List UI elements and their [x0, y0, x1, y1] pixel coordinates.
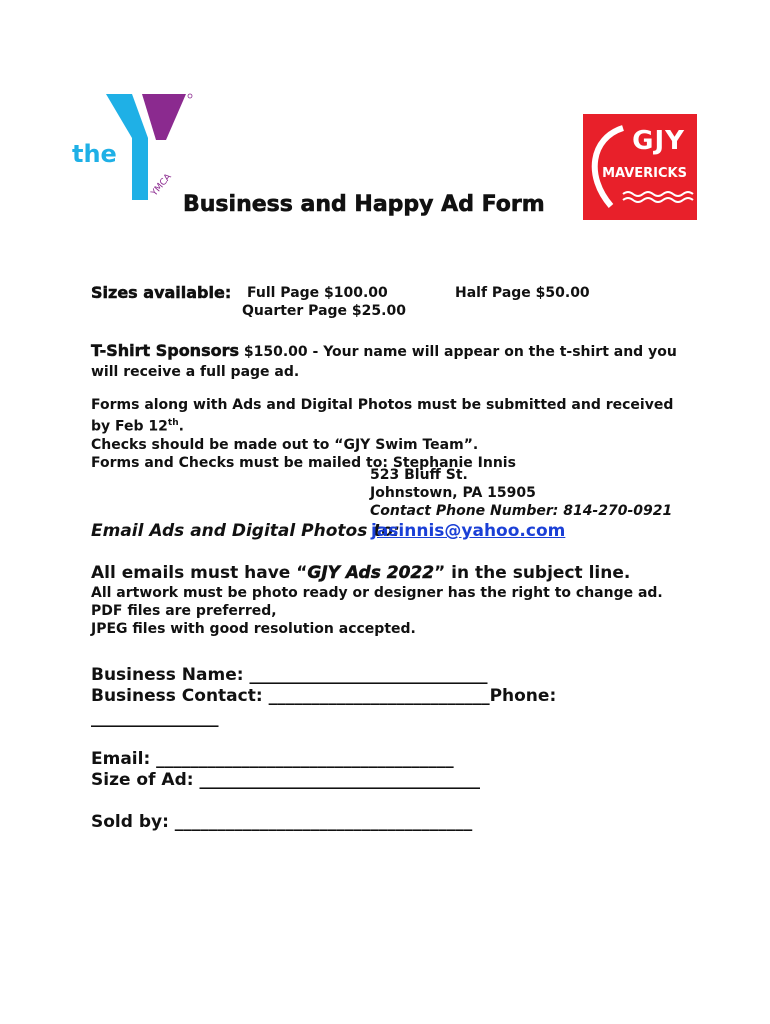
- tshirt-sponsors: [91, 341, 691, 382]
- deadline-line: [91, 414, 711, 436]
- subject-pre: All emails must have “: [91, 563, 308, 583]
- mavericks-logo-text: MAVERICKS: [602, 166, 687, 181]
- instructions-block: [91, 396, 711, 472]
- deadline-text: by Feb 12: [91, 418, 168, 435]
- address-line-1: 523 Bluff St.: [370, 467, 468, 483]
- tshirt-label: T-Shirt Sponsors: [91, 341, 239, 360]
- size-quarter-page: Quarter Page $25.00: [242, 303, 406, 319]
- instruction-line: Forms along with Ads and Digital Photos must be submitted and received: [91, 397, 674, 413]
- subject-post: ” in the subject line.: [434, 563, 631, 583]
- contact-phone: Contact Phone Number: 814-270-0921: [370, 503, 673, 519]
- email-label: Email Ads and Digital Photos to:: [91, 521, 400, 541]
- ymca-the-text: the: [72, 140, 117, 168]
- size-of-ad-field[interactable]: Size of Ad: _________________________________: [91, 770, 480, 790]
- deadline-end: .: [178, 418, 184, 435]
- sold-by-field[interactable]: Sold by: ___________________________________: [91, 812, 473, 832]
- tshirt-text: $150.00 - Your name will appear on the t-shirt and you will receive a full page ad.: [91, 344, 677, 380]
- business-name-field[interactable]: Business Name: ____________________________: [91, 665, 488, 685]
- artwork-line: All artwork must be photo ready or designer has the right to change ad.: [91, 585, 663, 601]
- email-field[interactable]: Email: ___________________________________: [91, 749, 454, 769]
- form-title: Business and Happy Ad Form: [183, 192, 545, 217]
- phone-field[interactable]: _______________: [91, 708, 219, 728]
- artwork-line: JPEG files with good resolution accepted.: [91, 621, 416, 637]
- subject-ads: GJY Ads 2022: [307, 563, 435, 583]
- sizes-label: Sizes available:: [91, 283, 232, 302]
- address-line-2: Johnstown, PA 15905: [370, 485, 536, 501]
- checks-line: Checks should be made out to “GJY Swim Team”.: [91, 436, 479, 453]
- deadline-sup: th: [167, 418, 179, 428]
- ymca-sub-text: YMCA: [149, 172, 174, 199]
- artwork-line: PDF files are preferred,: [91, 603, 277, 619]
- email-link[interactable]: jasinnis@yahoo.com: [371, 521, 566, 541]
- gjy-mavericks-logo: [583, 114, 697, 220]
- mail-line: Forms and Checks must be mailed to: Stephanie Innis: [91, 454, 516, 471]
- artwork-notes: [91, 584, 663, 638]
- gjy-logo-text: GJY: [632, 126, 685, 156]
- size-half-page: Half Page $50.00: [455, 285, 590, 301]
- size-full-page: Full Page $100.00: [247, 285, 388, 301]
- ymca-logo: [70, 88, 200, 206]
- subject-line: [91, 563, 630, 583]
- business-contact-field[interactable]: Business Contact: __________________________Phone:: [91, 686, 557, 706]
